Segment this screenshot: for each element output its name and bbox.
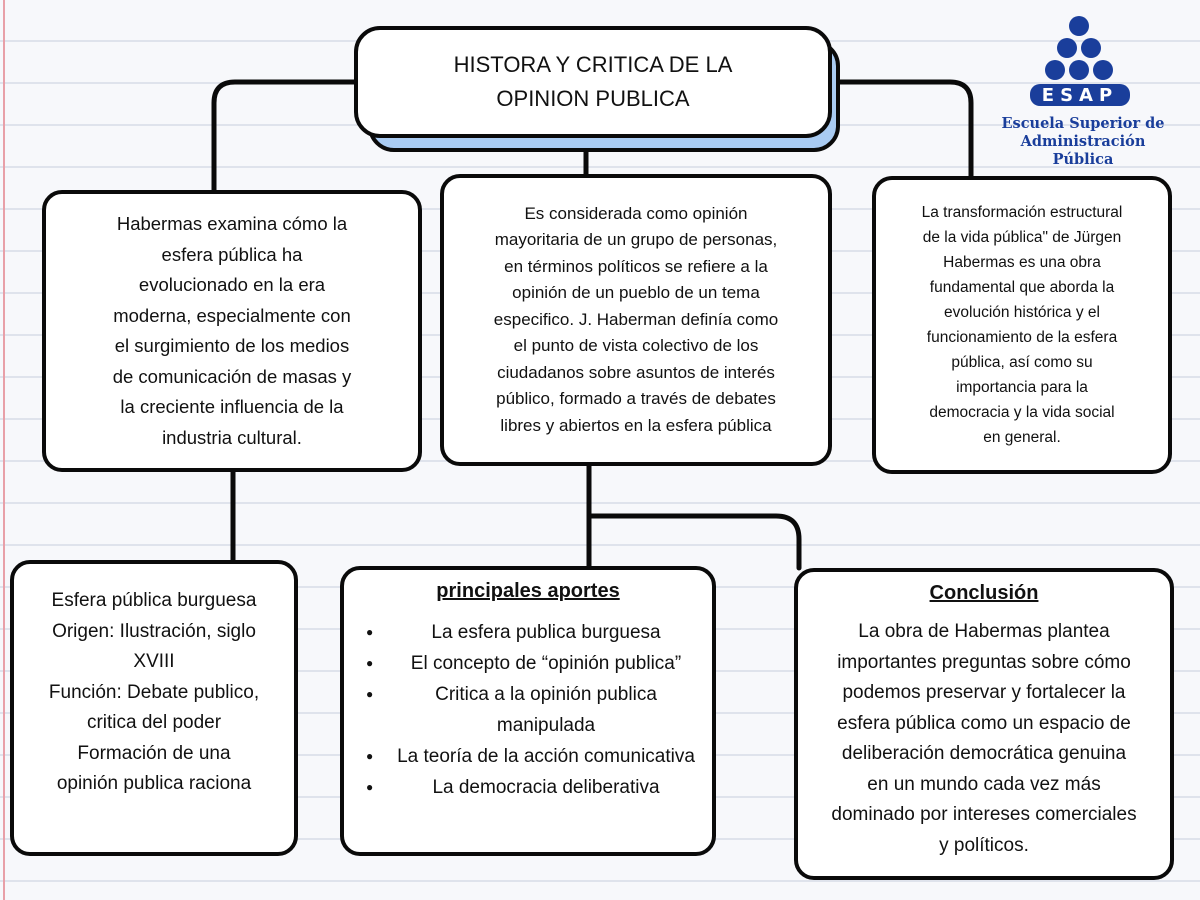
box-left-text: Habermas examina cómo la esfera pública ha evolucionado en la era moderna, especialmente con el surgimiento de los medios de comunicación de masas y la creciente influencia de la industria cultural.	[112, 213, 352, 448]
box-conclusion	[794, 568, 1174, 880]
logo-acronym: ESAP	[1041, 85, 1119, 106]
list-item: ● La democracia deliberativa	[364, 772, 702, 803]
box-definicion-opinion-publica	[440, 174, 832, 466]
box-transformacion-estructural	[872, 176, 1172, 474]
box-bottom-left-text: Esfera pública burguesa Origen: Ilustración, siglo XVIII Función: Debate publico, critica del poder Formación de una opinión publica raciona	[48, 590, 260, 794]
bullet-icon: ●	[366, 749, 374, 763]
box-right-text: La transformación estructural de la vida pública" de Jürgen Habermas es una obra fundamental que aborda la evolución histórica y el funcionamiento de la esfera pública, así como su importancia para la democracia y la vida social en general.	[921, 204, 1123, 446]
box-principales-aportes	[340, 566, 716, 856]
bullet-icon: ●	[366, 656, 374, 670]
list-item: ● La esfera publica burguesa	[364, 617, 702, 648]
bullet-icon: ●	[366, 687, 374, 701]
logo-institution-name: Escuela Superior de Administración Pública	[1001, 115, 1165, 168]
box-esfera-publica-burguesa	[10, 560, 298, 856]
page-title: HISTORA Y CRITICA DE LA OPINION PUBLICA	[453, 52, 733, 111]
title-box	[354, 26, 832, 138]
connector-center-conclusion	[589, 516, 799, 568]
connector-title-right	[830, 82, 971, 176]
conclusion-heading: Conclusión	[929, 582, 1039, 604]
conclusion-text: La obra de Habermas plantea importantes preguntas sobre cómo podemos preservar y fortalecer la esfera pública como un espacio de deliberación democrática genuina en un mundo cada vez más dominado por intereses comerciales y políticos.	[831, 621, 1137, 856]
list-item: ● Critica a la opinión publica manipulada	[364, 679, 702, 741]
aportes-list	[354, 617, 702, 803]
bullet-icon: ●	[366, 625, 374, 639]
box-center-text: Es considerada como opinión mayoritaria de un grupo de personas, en términos políticos se refiere a la opinión de un pueblo de un tema especifico. J. Haberman definía como el punto de vista colectivo de los ciudadanos sobre asuntos de interés público, formado a través de debates libres y abiertos en la esfera pública	[493, 203, 779, 435]
aportes-heading: principales aportes	[436, 580, 620, 602]
box-habermas-examina	[42, 190, 422, 472]
connector-title-left	[214, 82, 356, 190]
bullet-icon: ●	[366, 780, 374, 794]
list-item: ● La teoría de la acción comunicativa	[364, 741, 702, 772]
list-item: ● El concepto de “opinión publica”	[364, 648, 702, 679]
